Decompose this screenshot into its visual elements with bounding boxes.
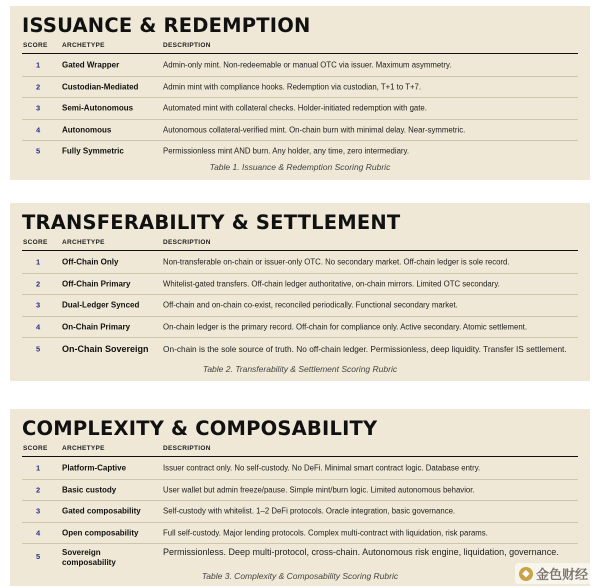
table-title: ISSUANCE & REDEMPTION xyxy=(22,14,311,37)
watermark-logo-icon: ◆ xyxy=(519,567,533,581)
row-archetype: Gated composability xyxy=(62,506,141,516)
header-score: SCORE xyxy=(23,42,48,49)
table-header xyxy=(22,444,578,457)
header-archetype: ARCHETYPE xyxy=(62,42,105,49)
row-description: Autonomous collateral-verified mint. On-chain burn with minimal delay. Near-symmetric. xyxy=(163,125,466,135)
table-transferability-settlement xyxy=(10,203,590,381)
watermark xyxy=(515,563,592,584)
table-body xyxy=(22,458,578,574)
row-score: 5 xyxy=(36,552,41,561)
row-archetype: Platform-Captive xyxy=(62,463,127,473)
row-archetype: Open composability xyxy=(62,528,139,538)
table-row xyxy=(22,295,578,317)
row-score: 2 xyxy=(36,279,41,289)
row-score: 2 xyxy=(36,82,41,92)
table-row xyxy=(22,523,578,545)
table-row xyxy=(22,55,578,77)
row-archetype: Custodian-Mediated xyxy=(62,82,139,92)
row-score: 3 xyxy=(36,506,41,516)
row-score: 4 xyxy=(36,125,41,135)
row-score: 1 xyxy=(36,60,41,70)
row-score: 5 xyxy=(36,344,41,354)
table-header xyxy=(22,238,578,251)
table-row xyxy=(22,120,578,142)
row-description: User wallet but admin freeze/pause. Simple mint/burn logic. Limited autonomous behavior. xyxy=(163,485,475,495)
table-row xyxy=(22,274,578,296)
header-description: DESCRIPTION xyxy=(163,445,211,452)
table-row xyxy=(22,252,578,274)
table-title: COMPLEXITY & COMPOSABILITY xyxy=(22,417,378,440)
row-archetype: On-Chain Sovereign xyxy=(62,344,149,354)
table-caption: Table 2. Transferability & Settlement Scoring Rubric xyxy=(202,364,398,374)
table-header xyxy=(22,41,578,54)
row-description: On-chain is the sole source of truth. No off-chain ledger. Permissionless, deep liquidity. Transfer IS settlement. xyxy=(163,344,567,354)
row-archetype: On-Chain Primary xyxy=(62,322,131,332)
row-score: 4 xyxy=(36,322,41,332)
table-row xyxy=(22,480,578,502)
row-score: 5 xyxy=(36,146,41,156)
header-archetype: ARCHETYPE xyxy=(62,239,105,246)
row-description: Permissionless. Deep multi-protocol, cross-chain. Autonomous risk engine, liquidation, governance. xyxy=(163,547,559,557)
table-body xyxy=(22,252,578,360)
header-score: SCORE xyxy=(23,239,48,246)
row-archetype: Gated Wrapper xyxy=(62,60,120,70)
header-description: DESCRIPTION xyxy=(163,239,211,246)
table-caption: Table 3. Complexity & Composability Scoring Rubric xyxy=(201,571,399,581)
row-description: Admin-only mint. Non-redeemable or manual OTC via issuer. Maximum asymmetry. xyxy=(163,60,452,70)
row-archetype: Basic custody xyxy=(62,485,117,495)
row-archetype: Semi-Autonomous xyxy=(62,103,134,113)
row-archetype: Off-Chain Only xyxy=(62,257,119,267)
watermark-text: 金色财经 xyxy=(535,567,588,582)
row-description: Admin mint with compliance hooks. Redemption via custodian, T+1 to T+7. xyxy=(163,82,422,92)
row-description: Self-custody with whitelist. 1–2 DeFi protocols. Oracle integration, basic governance. xyxy=(163,506,456,516)
table-row xyxy=(22,317,578,339)
row-score: 1 xyxy=(36,463,41,473)
row-archetype: Fully Symmetric xyxy=(62,146,124,156)
table-row xyxy=(22,458,578,480)
row-score: 1 xyxy=(36,257,41,267)
row-description: Non-transferable on-chain or issuer-only OTC. No secondary market. Off-chain ledger is sole record. xyxy=(163,257,510,267)
row-description: Automated mint with collateral checks. Holder-initiated redemption with gate. xyxy=(163,103,427,113)
row-description: Issuer contract only. No self-custody. No DeFi. Minimal smart contract logic. Database entry. xyxy=(163,463,481,473)
header-score: SCORE xyxy=(23,445,48,452)
table-title: TRANSFERABILITY & SETTLEMENT xyxy=(22,211,401,234)
row-description: Off-chain and on-chain co-exist, reconciled periodically. Functional secondary market. xyxy=(163,300,458,310)
row-score: 3 xyxy=(36,103,41,113)
row-archetype: Autonomous xyxy=(62,125,112,135)
table-issuance-redemption xyxy=(10,6,590,180)
row-archetype: Off-Chain Primary xyxy=(62,279,131,289)
row-archetype: Dual-Ledger Synced xyxy=(62,300,140,310)
row-score: 4 xyxy=(36,528,41,538)
table-caption: Table 1. Issuance & Redemption Scoring Rubric xyxy=(209,162,391,172)
table-row xyxy=(22,544,578,574)
table-row xyxy=(22,141,578,162)
table-row xyxy=(22,501,578,523)
header-description: DESCRIPTION xyxy=(163,42,211,49)
row-score: 3 xyxy=(36,300,41,310)
row-description: Full self-custody. Major lending protocols. Complex multi-contract with liquidation, risk params. xyxy=(163,528,488,538)
table-body xyxy=(22,55,578,162)
table-row xyxy=(22,338,578,360)
row-description: On-chain ledger is the primary record. Off-chain for compliance only. Active secondary. Atomic settlement. xyxy=(163,322,528,332)
row-archetype: Sovereign composability xyxy=(62,548,116,567)
header-archetype: ARCHETYPE xyxy=(62,445,105,452)
table-complexity-composability xyxy=(10,409,590,586)
table-row xyxy=(22,98,578,120)
table-row xyxy=(22,77,578,99)
row-description: Whitelist-gated transfers. Off-chain ledger authoritative, on-chain mirrors. Limited OTC secondary. xyxy=(163,279,500,289)
row-description: Permissionless mint AND burn. Any holder, any time, zero intermediary. xyxy=(163,146,409,156)
row-score: 2 xyxy=(36,485,41,495)
